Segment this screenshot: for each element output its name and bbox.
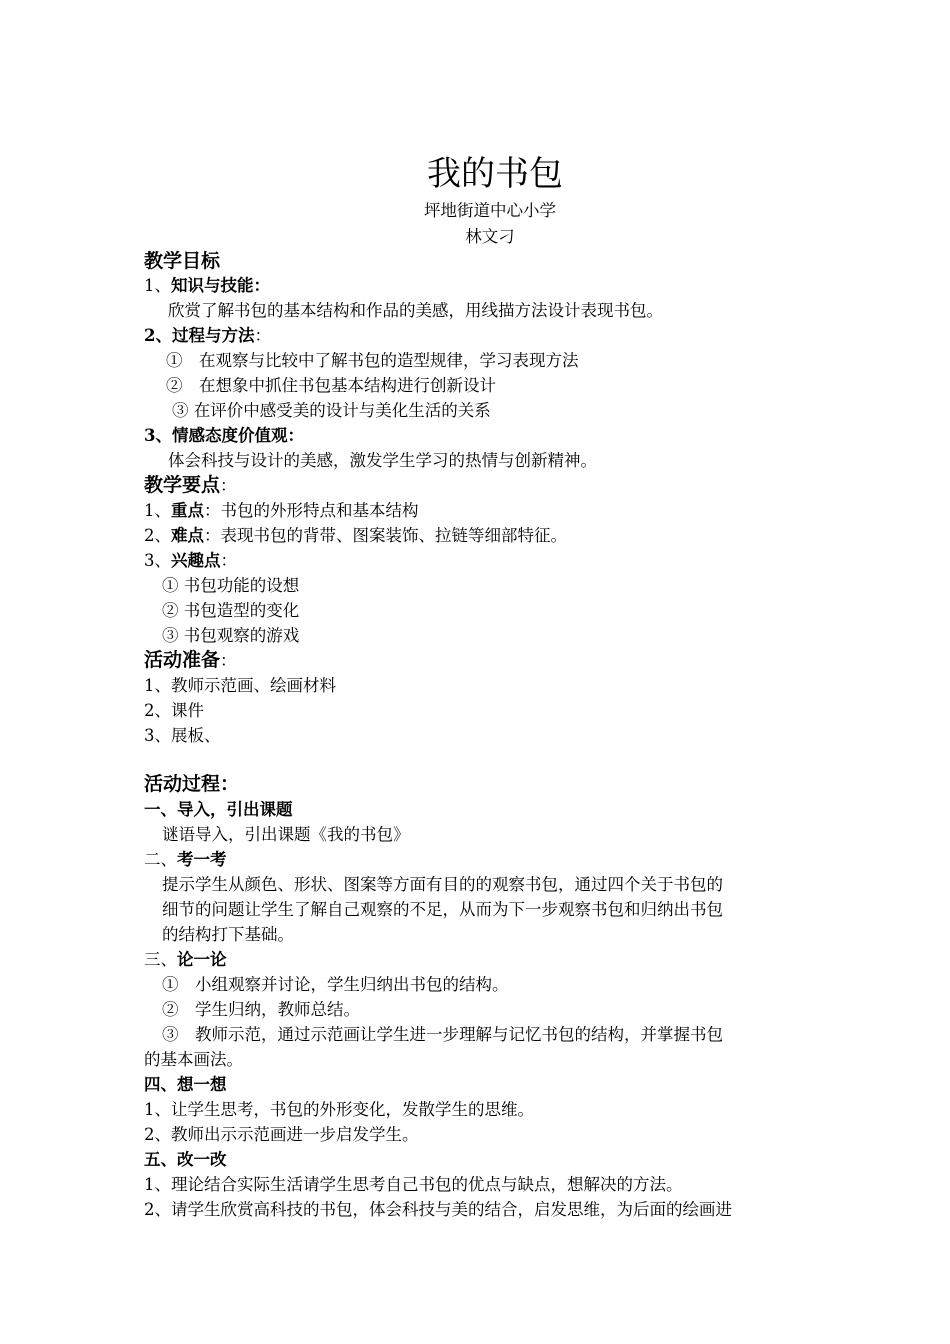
keypoint-label: 重点 [171,501,204,520]
step-2-text: 提示学生从颜色、形状、图案等方面有目的的观察书包，通过四个关于书包的 [162,875,723,894]
goal-3-label: 3、情感态度价值观： [144,426,304,445]
keypoint-text: ：书包的外形特点和基本结构 [204,501,419,520]
keypoint-text: ：表现书包的背带、图案装饰、拉链等细部特征。 [204,526,567,545]
keypoint-text: ： [220,551,237,570]
step-1-text: 谜语导入，引出课题《我的书包》 [162,825,410,844]
step-2-label: 考一考 [177,850,227,869]
step-5-title: 五、改一改 [144,1150,227,1169]
goal-1-text: 欣赏了解书包的基本结构和作品的美感，用线描方法设计表现书包。 [168,301,663,320]
keypoint-label: 难点 [171,526,204,545]
goal-2-point: ① 在观察与比较中了解书包的造型规律，学习表现方法 [166,351,579,370]
step-3-text: ③ 教师示范，通过示范画让学生进一步理解与记忆书包的结构，并掌握书包 [162,1025,723,1044]
school-name: 坪地街道中心小学 [424,201,556,220]
goal-3-text: 体会科技与设计的美感，激发学生学习的热情与创新精神。 [168,451,597,470]
goal-1-line [144,273,270,298]
preparation-item: 2、课件 [144,701,204,720]
step-4-title: 四、想一想 [144,1075,227,1094]
process-colon: ： [220,773,240,795]
keypoint-number: 1、 [144,501,171,520]
step-1-title: 一、导入，引出课题 [144,800,293,819]
goal-1-label: 知识与技能： [171,276,270,295]
goal-2-colon: ： [254,326,271,345]
process-heading: 活动过程 [144,773,221,795]
keypoints-heading-line [144,473,237,498]
step-2-text: 的结构打下基础。 [162,925,294,944]
step-3-text: ① 小组观察并讨论，学生归纳出书包的结构。 [162,975,509,994]
step-5-text: 2、请学生欣赏高科技的书包，体会科技与美的结合，启发思维，为后面的绘画进 [144,1200,732,1219]
preparation-heading: 活动准备 [144,649,221,671]
keypoints-colon: ： [220,476,237,495]
goal-2-point: ② 在想象中抓住书包基本结构进行创新设计 [166,376,496,395]
author-name: 林文刁 [465,227,515,246]
interest-point: ③ 书包观察的游戏 [162,626,300,645]
step-4-text: 2、教师出示示范画进一步启发学生。 [144,1125,419,1144]
keypoint-item [144,498,419,523]
step-3-label: 论一论 [177,950,227,969]
step-3-text: 的基本画法。 [144,1050,243,1069]
step-2-text: 细节的问题让学生了解自己观察的不足，从而为下一步观察书包和归纳出书包 [162,900,723,919]
step-2-title [144,847,227,872]
keypoint-number: 3、 [144,551,171,570]
keypoint-label: 兴趣点 [171,551,221,570]
process-heading-line [144,772,239,797]
keypoint-item [144,548,237,573]
preparation-item: 1、教师示范画、绘画材料 [144,676,336,695]
interest-point: ① 书包功能的设想 [162,576,300,595]
goal-2-label: 2、过程与方法 [144,326,255,345]
goal-2-line [144,323,271,348]
step-2-number: 二、 [144,850,177,869]
goal-2-point: ③ 在评价中感受美的设计与美化生活的关系 [172,401,491,420]
document-title: 我的书包 [427,154,563,194]
keypoint-number: 2、 [144,526,171,545]
step-5-text: 1、理论结合实际生活请学生思考自己书包的优点与缺点，想解决的方法。 [144,1175,683,1194]
step-3-title [144,947,227,972]
preparation-heading-line [144,648,237,673]
goal-1-number: 1、 [144,276,171,295]
interest-point: ② 书包造型的变化 [162,601,300,620]
step-4-text: 1、让学生思考，书包的外形变化，发散学生的思维。 [144,1100,534,1119]
keypoints-heading: 教学要点 [144,474,221,496]
preparation-item: 3、展板、 [144,726,221,745]
step-3-text: ② 学生归纳，教师总结。 [162,1000,360,1019]
goals-heading: 教学目标 [144,250,221,272]
keypoint-item [144,523,567,548]
preparation-colon: ： [220,651,237,670]
step-3-number: 三、 [144,950,177,969]
